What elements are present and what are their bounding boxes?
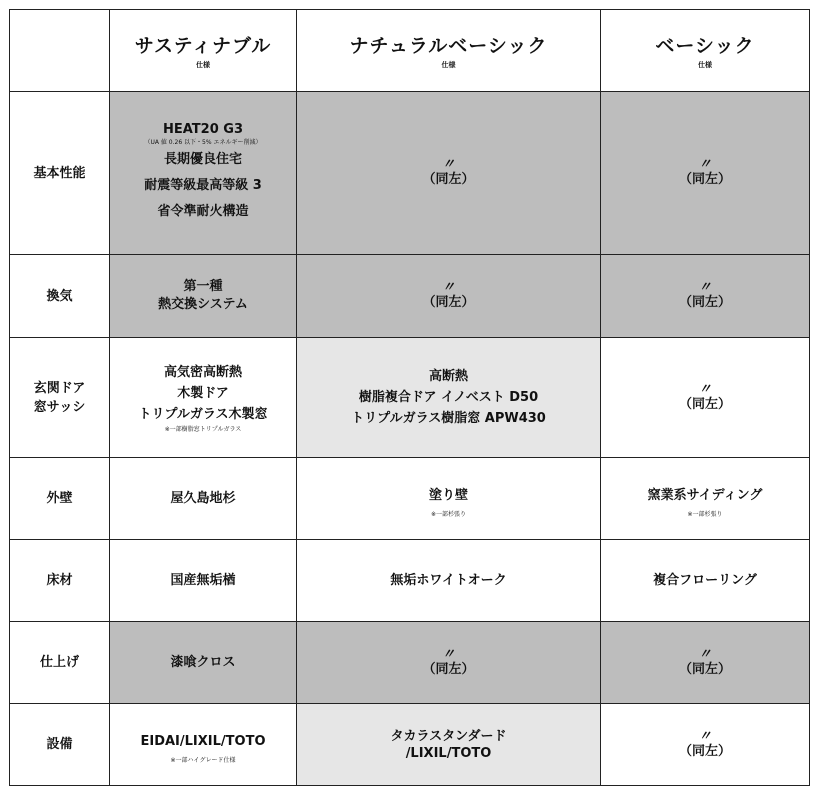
ditto-mark: 〃: [441, 157, 455, 172]
header-sub: 仕様: [698, 61, 712, 69]
header-name: ナチュラルベーシック: [349, 35, 548, 57]
cell-sustainable: [110, 92, 297, 255]
row-label: [10, 622, 110, 704]
cell-basic: [601, 255, 810, 338]
cell-natural: [297, 338, 601, 458]
cell-line: 長期優良住宅: [163, 152, 242, 167]
cell-line: 樹脂複合ドア イノベスト D50: [358, 390, 539, 405]
same-as-left: （同左）: [422, 172, 475, 187]
row-label-text: 窓サッシ: [33, 399, 86, 415]
cell-sustainable: [110, 540, 297, 622]
ditto-mark: 〃: [698, 280, 712, 295]
cell-note: （UA 値 0.26 以下・5% エネルギー削減）: [144, 139, 262, 146]
cell-sustainable: [110, 255, 297, 338]
cell-basic: [601, 92, 810, 255]
cell-natural: [297, 92, 601, 255]
row-label: [10, 92, 110, 255]
same-as-left: （同左）: [678, 172, 731, 187]
ditto-mark: 〃: [698, 157, 712, 172]
ditto-mark: 〃: [441, 280, 455, 295]
ditto-mark: 〃: [698, 728, 712, 744]
cell-line: 高気密高断熱: [163, 364, 242, 380]
cell-sustainable: [110, 622, 297, 704]
row-label: [10, 458, 110, 540]
cell-line: 高断熱: [428, 369, 468, 384]
cell-line: タカラスタンダード: [390, 728, 507, 744]
row-ventilation: [10, 255, 810, 338]
row-label: [10, 338, 110, 458]
cell-line: HEAT20 G3: [162, 122, 243, 137]
row-exterior-wall: [10, 458, 810, 540]
same-as-left: （同左）: [422, 295, 475, 310]
header-sub: 仕様: [441, 61, 456, 69]
row-label-text: 設備: [46, 737, 73, 752]
cell-sustainable: [110, 338, 297, 458]
cell-natural: [297, 540, 601, 622]
row-label-text: 換気: [46, 288, 73, 304]
cell-sustainable: [110, 458, 297, 540]
cell-line: 第一種: [183, 279, 223, 294]
row-equipment: [10, 704, 810, 786]
cell-line: 無垢ホワイトオーク: [390, 573, 507, 588]
cell-note: ※一部樹脂窓トリプルガラス: [164, 425, 242, 433]
cell-line: 木製ドア: [177, 385, 229, 401]
cell-basic: [601, 458, 810, 540]
cell-note: ※一部ハイグレード仕様: [170, 757, 236, 764]
row-label-text: 外壁: [46, 491, 73, 506]
cell-note: ※一部杉張り: [687, 511, 723, 518]
row-label-text: 床材: [46, 573, 73, 588]
header-sustainable: [110, 10, 297, 92]
header-name: サスティナブル: [134, 35, 272, 57]
same-as-left: （同左）: [678, 295, 731, 310]
row-label: [10, 255, 110, 338]
same-as-left: （同左）: [678, 661, 731, 677]
cell-line: 複合フローリング: [653, 573, 757, 588]
cell-basic: [601, 540, 810, 622]
cell-line: 耐震等級最高等級 3: [144, 178, 262, 193]
row-label-text: 仕上げ: [39, 655, 79, 670]
cell-natural: [297, 704, 601, 786]
cell-line: 窯業系サイディング: [647, 488, 763, 503]
corner-cell: [10, 10, 110, 92]
cell-line: 漆喰クロス: [170, 655, 236, 670]
cell-line: EIDAI/LIXIL/TOTO: [140, 734, 266, 749]
cell-line: 屋久島地杉: [170, 491, 236, 506]
cell-basic: [601, 338, 810, 458]
cell-natural: [297, 622, 601, 704]
header-basic: [601, 10, 810, 92]
header-natural: [297, 10, 601, 92]
row-label: [10, 540, 110, 622]
header-row: [10, 10, 810, 92]
ditto-mark: 〃: [698, 381, 712, 397]
cell-natural: [297, 458, 601, 540]
cell-sustainable: [110, 704, 297, 786]
row-performance: [10, 92, 810, 255]
cell-line: 塗り壁: [428, 488, 468, 503]
same-as-left: （同左）: [422, 661, 475, 677]
cell-line: /LIXIL/TOTO: [405, 745, 492, 761]
ditto-mark: 〃: [698, 646, 712, 662]
header-sub: 仕様: [196, 61, 210, 69]
cell-line: 国産無垢楢: [170, 573, 236, 588]
cell-note: ※一部杉張り: [430, 511, 467, 518]
row-finish: [10, 622, 810, 704]
row-label-text: 玄関ドア: [33, 380, 86, 396]
row-label: [10, 704, 110, 786]
cell-line: 省令準耐火構造: [157, 204, 249, 219]
cell-basic: [601, 704, 810, 786]
cell-line: トリプルガラス樹脂窓 APW430: [351, 411, 546, 426]
row-flooring: [10, 540, 810, 622]
cell-natural: [297, 255, 601, 338]
row-label-text: 基本性能: [33, 165, 86, 181]
row-door-window: [10, 338, 810, 458]
spec-comparison-table: [9, 9, 810, 786]
cell-line: 熱交換システム: [158, 297, 248, 312]
cell-line: トリプルガラス木製窓: [138, 406, 268, 422]
same-as-left: （同左）: [678, 743, 731, 759]
ditto-mark: 〃: [441, 646, 455, 662]
same-as-left: （同左）: [678, 396, 731, 412]
header-name: ベーシック: [655, 35, 755, 57]
cell-basic: [601, 622, 810, 704]
